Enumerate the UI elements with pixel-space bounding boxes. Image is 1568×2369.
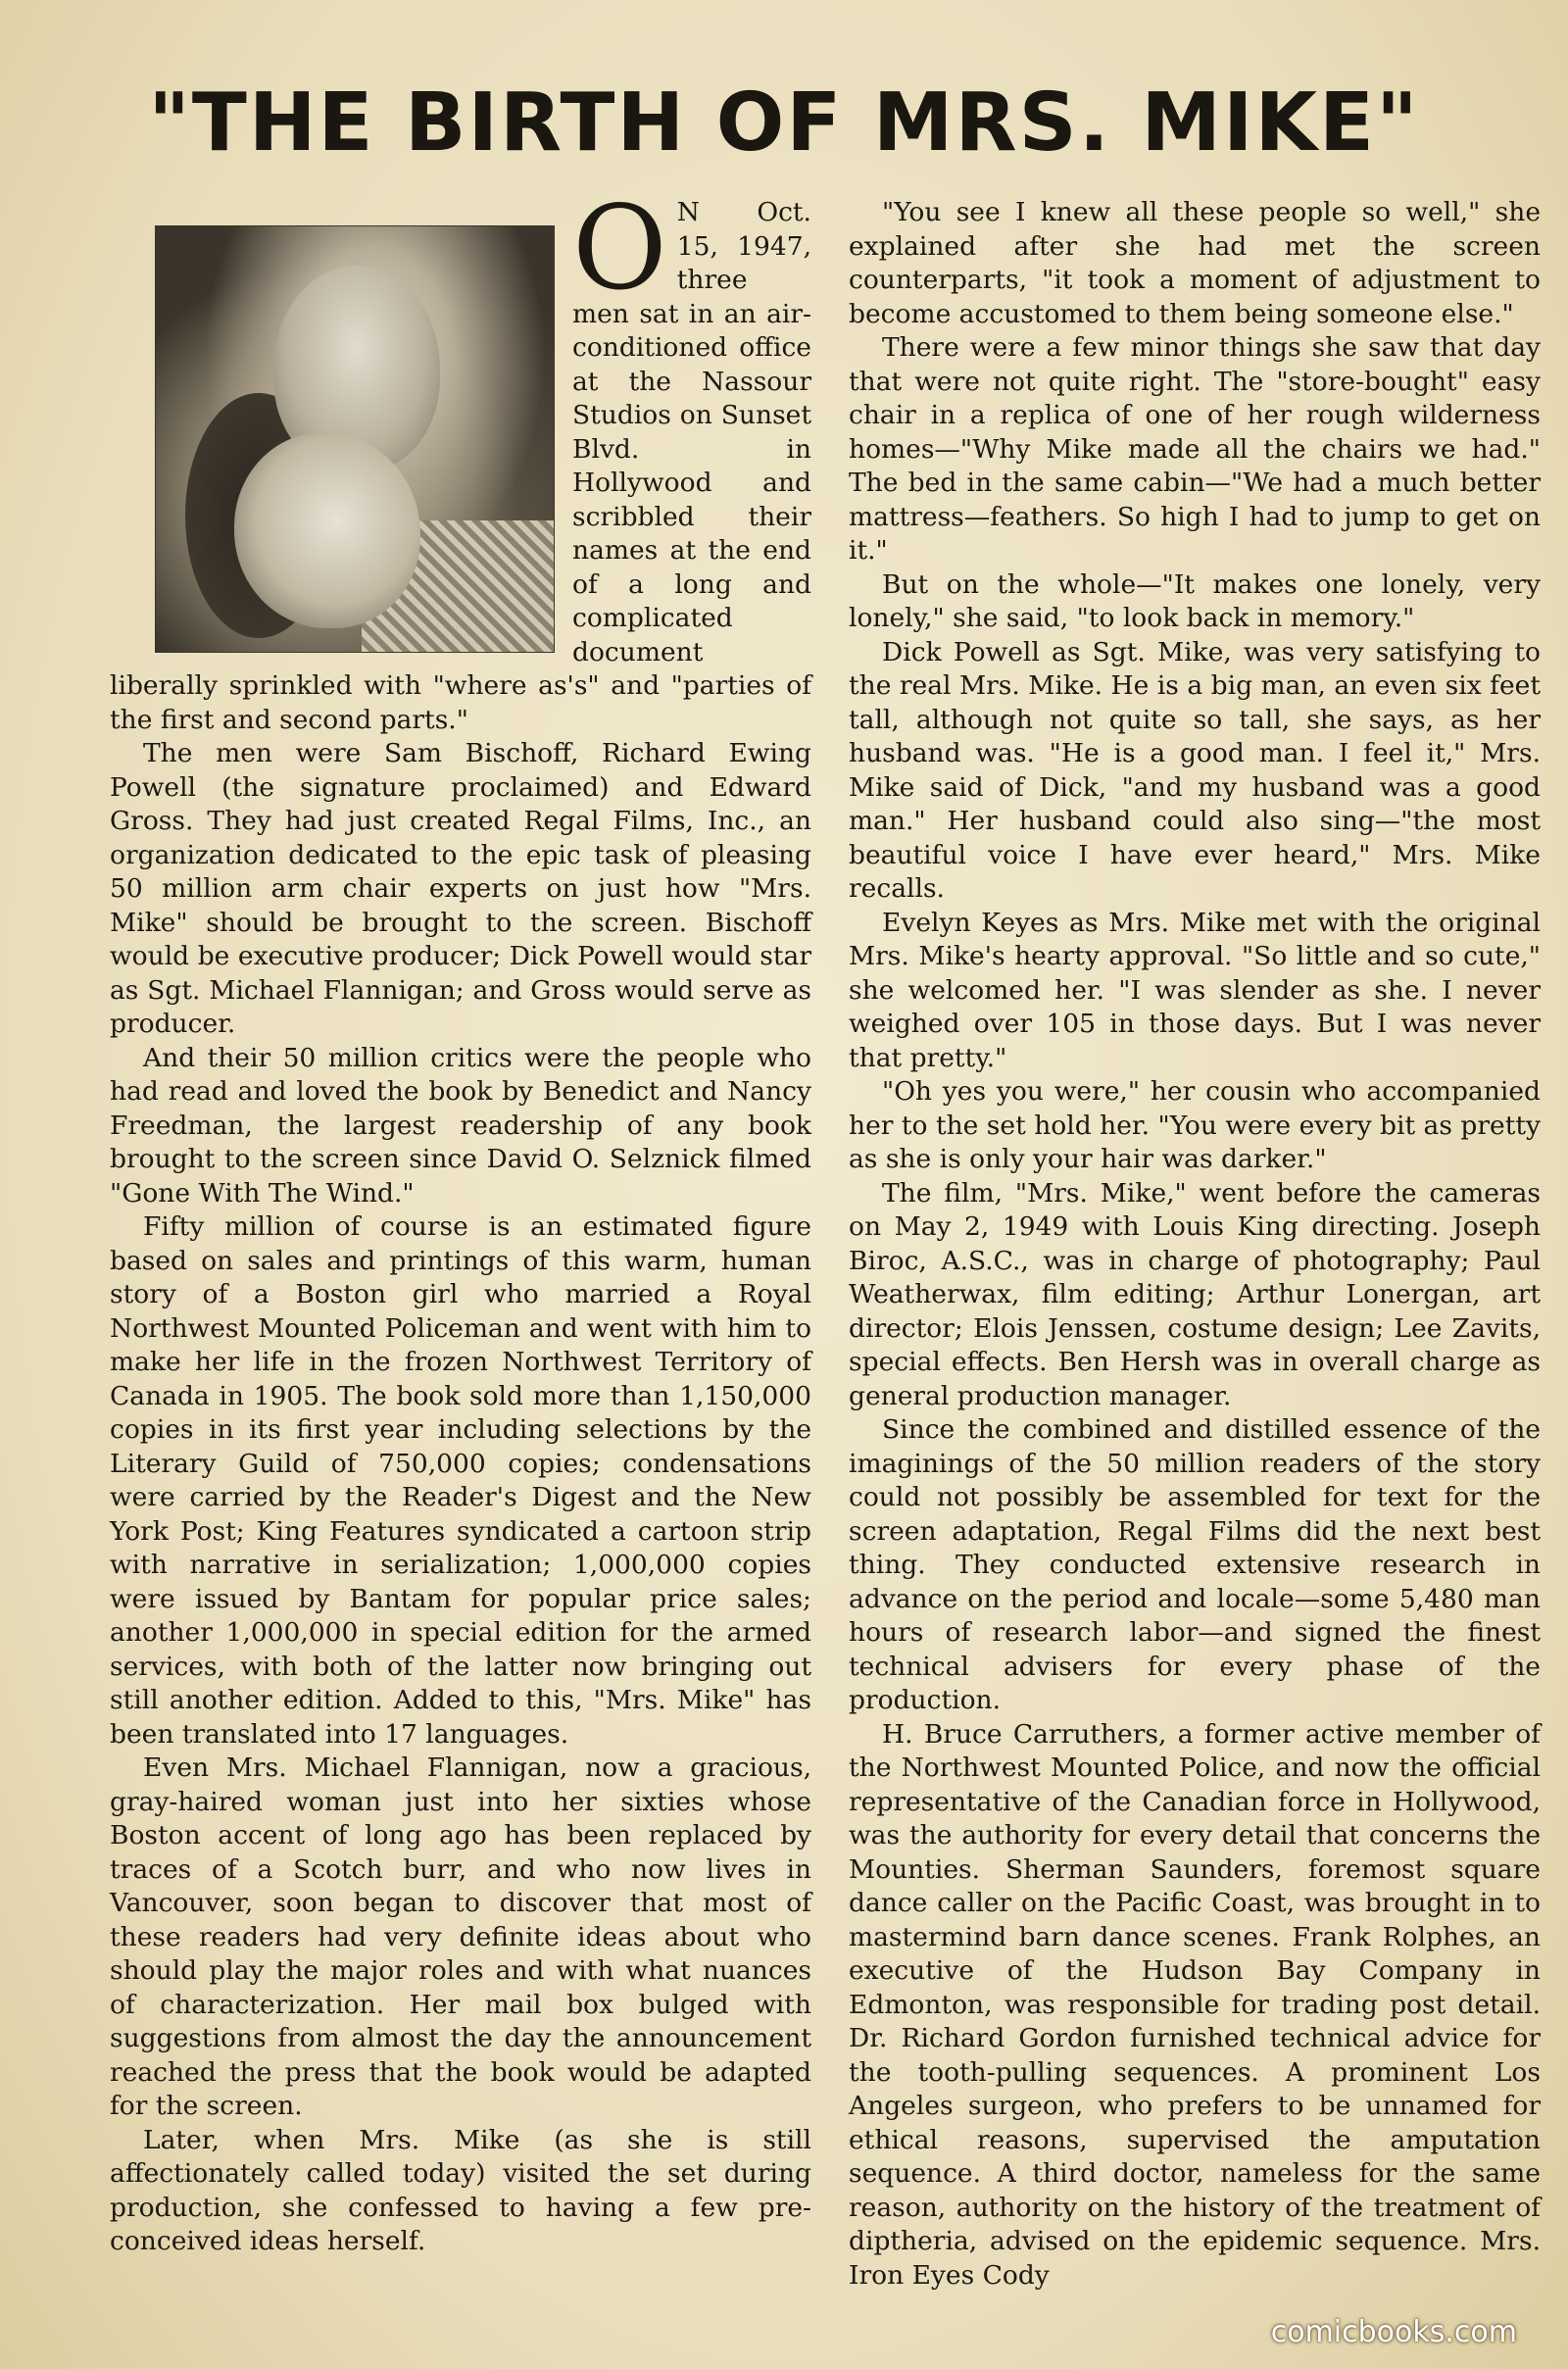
article-title: "THE BIRTH OF MRS. MIKE" <box>148 76 1420 170</box>
paragraph: Dick Powell as Sgt. Mike, was very satisfying to the real Mrs. Mike. He is a big man, an even six feet tall, although not quite so tall, she says, as her husband was. "He is a good man. I feel it," Mrs. Mike said of Dick, "and my husband was a good man." Her husband could also sing—"the most beautiful voice I have ever heard," Mrs. Mike recalls. <box>849 636 1541 904</box>
paragraph: Later, when Mrs. Mike (as she is still affectionately called today) visited the set during production, she confessed to having a few pre-conceived ideas herself. <box>110 2124 811 2256</box>
photo-woman-face <box>234 432 420 628</box>
paragraph-intro-text: N Oct. 15, 1947, three men sat in an air-conditioned office at the Nassour Studios on Sunset Blvd. in Hollywood and scribbled their names at the end of a long and complicated document liberally sprinkled with "where as's" and "parties of the first and second parts." <box>110 197 811 735</box>
paragraph: Since the combined and distilled essence of the imaginings of the 50 million readers of the story could not possibly be assembled for text for the screen adaptation, Regal Films did the next best thing. They conducted extensive research in advance on the period and locale—some 5,480 man hours of research labor—and signed the finest technical advisers for every phase of the production. <box>849 1414 1541 1715</box>
paragraph: But on the whole—"It makes one lonely, very lonely," she said, "to look back in memory." <box>849 568 1541 633</box>
paragraph: Even Mrs. Michael Flannigan, now a gracious, gray-haired woman just into her sixties whose Boston accent of long ago has been replaced by traces of a Scotch burr, and who now lives in Vancouver, soon began to discover that most of these readers had very definite ideas about who should play the major roles and with what nuances of characterization. Her mail box bulged with suggestions from almost the day the announcement reached the press that the book would be adapted for the screen. <box>110 1752 811 2121</box>
paragraph: "You see I knew all these people so well," she explained after she had met the screen counterparts, "it took a moment of adjustment to become accustomed to them being someone else." <box>849 197 1541 329</box>
paragraph: The film, "Mrs. Mike," went before the cameras on May 2, 1949 with Louis King directing. Joseph Biroc, A.S.C., was in charge of photography; Paul Weatherwax, film editing; Arthur Lonergan, art director; Elois Jenssen, costume design; Lee Zavits, special effects. Ben Hersh was in overall charge as general production manager. <box>849 1177 1541 1411</box>
paragraph: The men were Sam Bischoff, Richard Ewing Powell (the signature proclaimed) and Edward Gross. They had just created Regal Films, Inc., an organization dedicated to the epic task of pleasing 50 million arm chair experts on just how "Mrs. Mike" should be brought to the screen. Bischoff would be executive producer; Dick Powell would star as Sgt. Michael Flannigan; and Gross would serve as producer. <box>110 738 811 1039</box>
paragraph: H. Bruce Carruthers, a former active member of the Northwest Mounted Police, and now the official representative of the Canadian force in Hollywood, was the authority for every detail that concerns the Mounties. Sherman Saunders, foremost square dance caller on the Pacific Coast, was brought in to mastermind barn dance scenes. Frank Rolphes, an executive of the Hudson Bay Company in Edmonton, was responsible for trading post detail. Dr. Richard Gordon furnished technical advice for the tooth-pulling sequences. A prominent Los Angeles surgeon, who prefers to be unnamed for ethical reasons, supervised the amputation sequence. A third doctor, nameless for the same reason, authority on the history of the treatment of diptheria, advised on the epidemic sequence. Mrs. Iron Eyes Cody <box>849 1718 1541 2291</box>
site-watermark: comicbooks.com <box>1270 2315 1517 2349</box>
paragraph: Evelyn Keyes as Mrs. Mike met with the original Mrs. Mike's hearty approval. "So little and so cute," she welcomed her. "I was slender as she. I never weighed over 105 in those days. But I was never that pretty." <box>849 907 1541 1073</box>
right-column <box>849 196 1541 2293</box>
film-still-photo <box>155 225 555 653</box>
paragraph: Fifty million of course is an estimated figure based on sales and printings of this warm, human story of a Boston girl who married a Royal Northwest Mounted Policeman and went with him to make her life in the frozen Northwest Territory of Canada in 1905. The book sold more than 1,150,000 copies in its first year including selections by the Literary Guild of 750,000 copies; condensations were carried by the Reader's Digest and the New York Post; King Features syndicated a cartoon strip with narrative in serialization; 1,000,000 copies were issued by Bantam for popular price sales; another 1,000,000 in special edition for the armed services, with both of the latter now bringing out still another edition. Added to this, "Mrs. Mike" has been translated into 17 languages. <box>110 1211 811 1750</box>
drop-cap: O <box>572 180 667 316</box>
paragraph: "Oh yes you were," her cousin who accompanied her to the set hold her. "You were every bit as pretty as she is only your hair was darker." <box>849 1076 1541 1174</box>
paragraph: There were a few minor things she saw that day that were not quite right. The "store-bought" easy chair in a replica of one of her rough wilderness homes—"Why Mike made all the chairs we had." The bed in the same cabin—"We had a much better mattress—feathers. So high I had to jump to get on it." <box>849 332 1541 566</box>
left-column <box>110 180 811 2259</box>
paragraph: And their 50 million critics were the people who had read and loved the book by Benedict and Nancy Freedman, the largest readership of any book brought to the screen since David O. Selznick filmed "Gone With The Wind." <box>110 1042 811 1209</box>
